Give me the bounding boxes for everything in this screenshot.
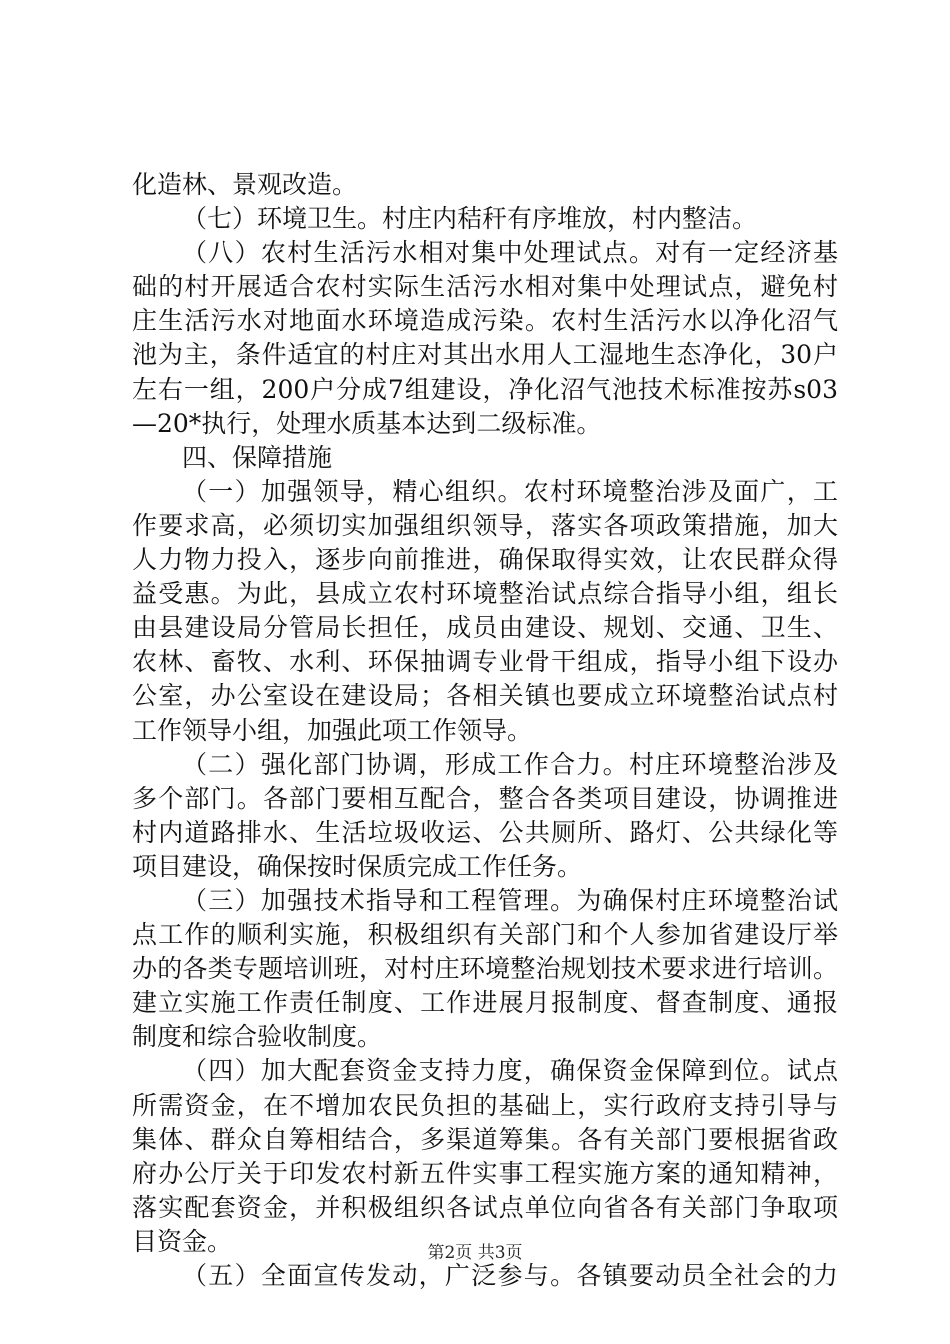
- body-line: （二）强化部门协调，形成工作合力。村庄环境整治涉及: [182, 749, 838, 779]
- body-line: 点工作的顺利实施，积极组织有关部门和个人参加省建设厅举: [132, 920, 838, 950]
- body-line: 农林、畜牧、水利、环保抽调专业骨干组成，指导小组下设办: [132, 647, 838, 677]
- body-line: 所需资金，在不增加农民负担的基础上，实行政府支持引导与: [132, 1090, 838, 1120]
- body-line: 落实配套资金，并积极组织各试点单位向省各有关部门争取项: [132, 1192, 838, 1222]
- body-line: 化造林、景观改造。: [132, 170, 358, 199]
- body-line: 池为主，条件适宜的村庄对其出水用人工湿地生态净化，30户: [132, 340, 838, 370]
- section-heading: 四、保障措施: [182, 442, 333, 472]
- body-line: 益受惠。为此，县成立农村环境整治试点综合指导小组，组长: [132, 579, 838, 609]
- document-body: [132, 168, 838, 1293]
- page-number-footer: 第2页 共3页: [427, 1243, 523, 1263]
- body-line: （五）全面宣传发动，广泛参与。各镇要动员全社会的力: [182, 1261, 838, 1290]
- body-line: 工作领导小组，加强此项工作领导。: [132, 715, 533, 745]
- body-line: 建立实施工作责任制度、工作进展月报制度、督查制度、通报: [132, 988, 838, 1018]
- body-line: 制度和综合验收制度。: [132, 1022, 383, 1052]
- body-line: （七）环境卫生。村庄内秸秆有序堆放，村内整洁。: [182, 204, 758, 234]
- body-line: （一）加强领导，精心组织。农村环境整治涉及面广，工: [182, 476, 838, 506]
- body-line: （三）加强技术指导和工程管理。为确保村庄环境整治试: [182, 885, 838, 915]
- body-line: 由县建设局分管局长担任，成员由建设、规划、交通、卫生、: [132, 613, 838, 643]
- body-line: 础的村开展适合农村实际生活污水相对集中处理试点，避免村: [132, 272, 838, 302]
- body-line: —20*执行，处理水质基本达到二级标准。: [132, 408, 602, 438]
- body-line: 左右一组，200户分成7组建设，净化沼气池技术标准按苏s03: [132, 374, 838, 404]
- body-line: 目资金。: [132, 1226, 233, 1256]
- body-line: 公室，办公室设在建设局；各相关镇也要成立环境整治试点村: [132, 681, 838, 711]
- body-line: 多个部门。各部门要相互配合，整合各类项目建设，协调推进: [132, 783, 838, 813]
- body-line: 人力物力投入，逐步向前推进，确保取得实效，让农民群众得: [132, 545, 838, 575]
- body-line: 作要求高，必须切实加强组织领导，落实各项政策措施，加大: [132, 510, 838, 540]
- body-line: （四）加大配套资金支持力度，确保资金保障到位。试点: [182, 1056, 838, 1086]
- body-line: 村内道路排水、生活垃圾收运、公共厕所、路灯、公共绿化等: [132, 817, 838, 847]
- body-line: 庄生活污水对地面水环境造成污染。农村生活污水以净化沼气: [132, 306, 838, 336]
- body-line: 办的各类专题培训班，对村庄环境整治规划技术要求进行培训。: [132, 954, 838, 984]
- body-line: 集体、群众自筹相结合，多渠道筹集。各有关部门要根据省政: [132, 1124, 838, 1154]
- body-line: 府办公厅关于印发农村新五件实事工程实施方案的通知精神，: [132, 1158, 838, 1188]
- body-line: 项目建设，确保按时保质完成工作任务。: [132, 851, 583, 881]
- body-line: （八）农村生活污水相对集中处理试点。对有一定经济基: [182, 238, 838, 268]
